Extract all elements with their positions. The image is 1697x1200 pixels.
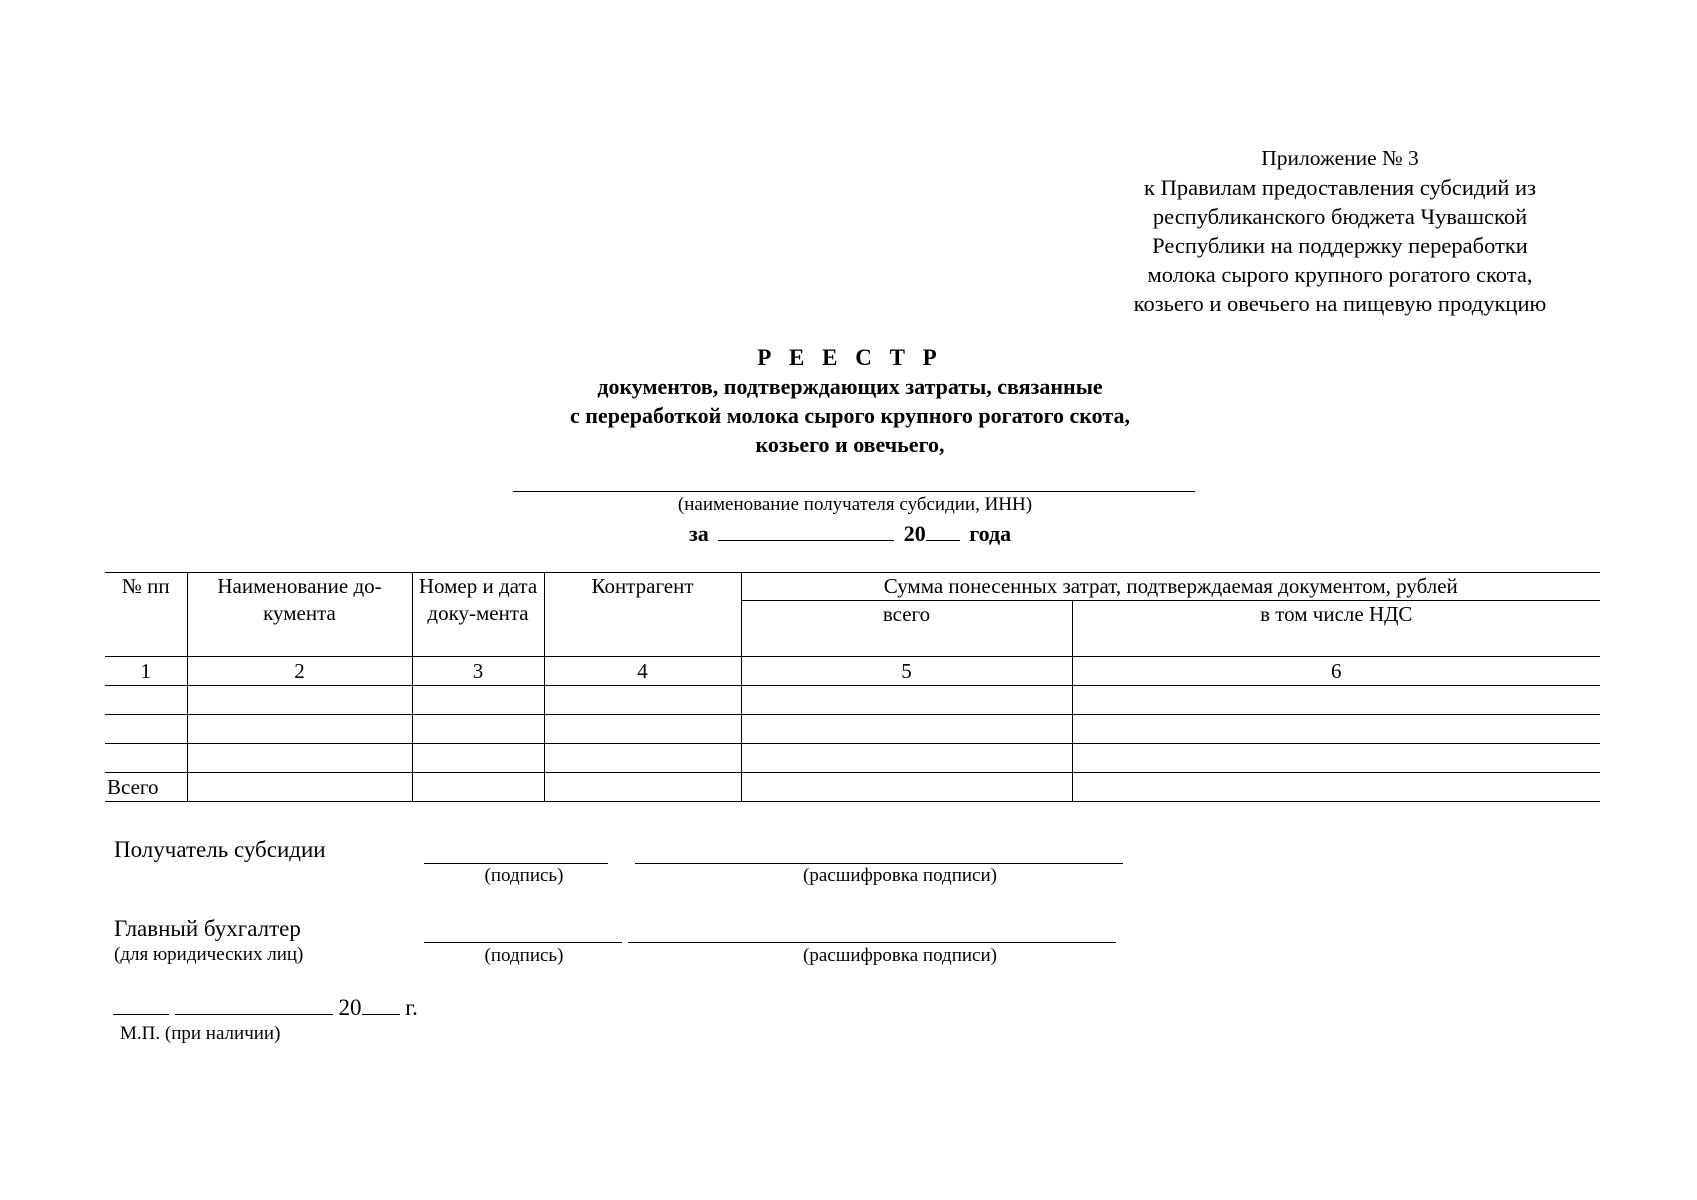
title-line: козьего и овечьего, [755,432,945,457]
table-cell[interactable] [544,773,741,802]
table-cell[interactable] [105,686,187,715]
table-row [105,686,1600,715]
accountant-signature-field[interactable] [424,942,622,943]
header-sum-group: Сумма понесенных затрат, подтверждаемая документом, рублей [741,573,1600,601]
table-row [105,715,1600,744]
seal-caption: М.П. (при наличии) [120,1023,281,1044]
table-row [105,744,1600,773]
period-prefix: за [688,521,709,546]
column-number: 3 [412,657,544,686]
appendix-number: Приложение № 3 [1261,146,1419,170]
table-cell[interactable] [741,744,1072,773]
document-title [380,343,1320,459]
table-cell[interactable] [105,715,187,744]
header-doc-number: Номер и дата доку-мента [412,573,544,657]
table-cell[interactable] [1072,744,1600,773]
day-field[interactable] [113,1013,169,1015]
header-doc-name: Наименование до-кумента [187,573,412,657]
appendix-line: козьего и овечьего на пищевую продукцию [1133,291,1547,316]
column-number-row [105,657,1600,686]
table-cell[interactable] [741,715,1072,744]
table-cell[interactable] [412,744,544,773]
table-cell[interactable] [412,715,544,744]
decoding-caption: (расшифровка подписи) [803,945,997,966]
table-cell[interactable] [741,686,1072,715]
period-field[interactable] [718,539,894,541]
appendix-block [1040,144,1640,318]
month-field[interactable] [175,1013,333,1015]
title-line: с переработкой молока сырого крупного рогатого скота, [570,403,1130,428]
table-cell[interactable] [412,686,544,715]
column-number: 2 [187,657,412,686]
appendix-line: молока сырого крупного рогатого скота, [1147,262,1533,287]
decoding-caption: (расшифровка подписи) [803,865,997,886]
date-row [113,995,418,1021]
period-suffix: года [969,521,1012,546]
date-century: 20 [338,995,362,1020]
table-cell[interactable] [544,744,741,773]
period-line [600,520,1100,548]
recipient-signature-field[interactable] [424,863,608,864]
period-year-field[interactable] [926,539,960,541]
table-cell[interactable] [1072,715,1600,744]
accountant-signature-label: Главный бухгалтер [114,916,301,941]
column-number: 4 [544,657,741,686]
signature-caption: (подпись) [484,865,564,886]
table-header-row [105,573,1600,601]
table-cell[interactable] [544,686,741,715]
table-total-row [105,773,1600,802]
table-cell[interactable] [105,744,187,773]
accountant-decoding-field[interactable] [628,942,1116,943]
title-line: документов, подтверждающих затраты, связанные [597,374,1103,399]
recipient-name-field[interactable] [513,491,1195,492]
table-cell[interactable] [544,715,741,744]
table-cell[interactable] [1072,773,1600,802]
accountant-sublabel: (для юридических лиц) [114,944,304,965]
recipient-signature-label: Получатель субсидии [114,837,326,862]
date-year-suffix: г. [405,995,418,1020]
recipient-decoding-field[interactable] [635,863,1123,864]
total-label: Всего [105,773,187,802]
appendix-line: Республики на поддержку переработки [1152,233,1528,258]
header-vat: в том числе НДС [1072,601,1600,657]
period-century: 20 [903,521,926,546]
signature-caption: (подпись) [484,945,564,966]
table-cell[interactable] [741,773,1072,802]
appendix-line: республиканского бюджета Чувашской [1152,204,1528,229]
table-cell[interactable] [187,686,412,715]
column-number: 6 [1072,657,1600,686]
header-num: № пп [105,573,187,657]
column-number: 5 [741,657,1072,686]
recipient-caption: (наименование получателя субсидии, ИНН) [677,494,1033,515]
header-counterparty: Контрагент [544,573,741,657]
table-cell[interactable] [1072,686,1600,715]
register-table [105,572,1600,802]
table-cell[interactable] [187,773,412,802]
date-year-field[interactable] [362,1013,400,1015]
appendix-line: к Правилам предоставления субсидий из [1144,175,1536,200]
header-total: всего [741,601,1072,657]
title-word: Р Е Е С Т Р [757,345,943,370]
table-cell[interactable] [412,773,544,802]
table-cell[interactable] [187,744,412,773]
table-cell[interactable] [187,715,412,744]
column-number: 1 [105,657,187,686]
